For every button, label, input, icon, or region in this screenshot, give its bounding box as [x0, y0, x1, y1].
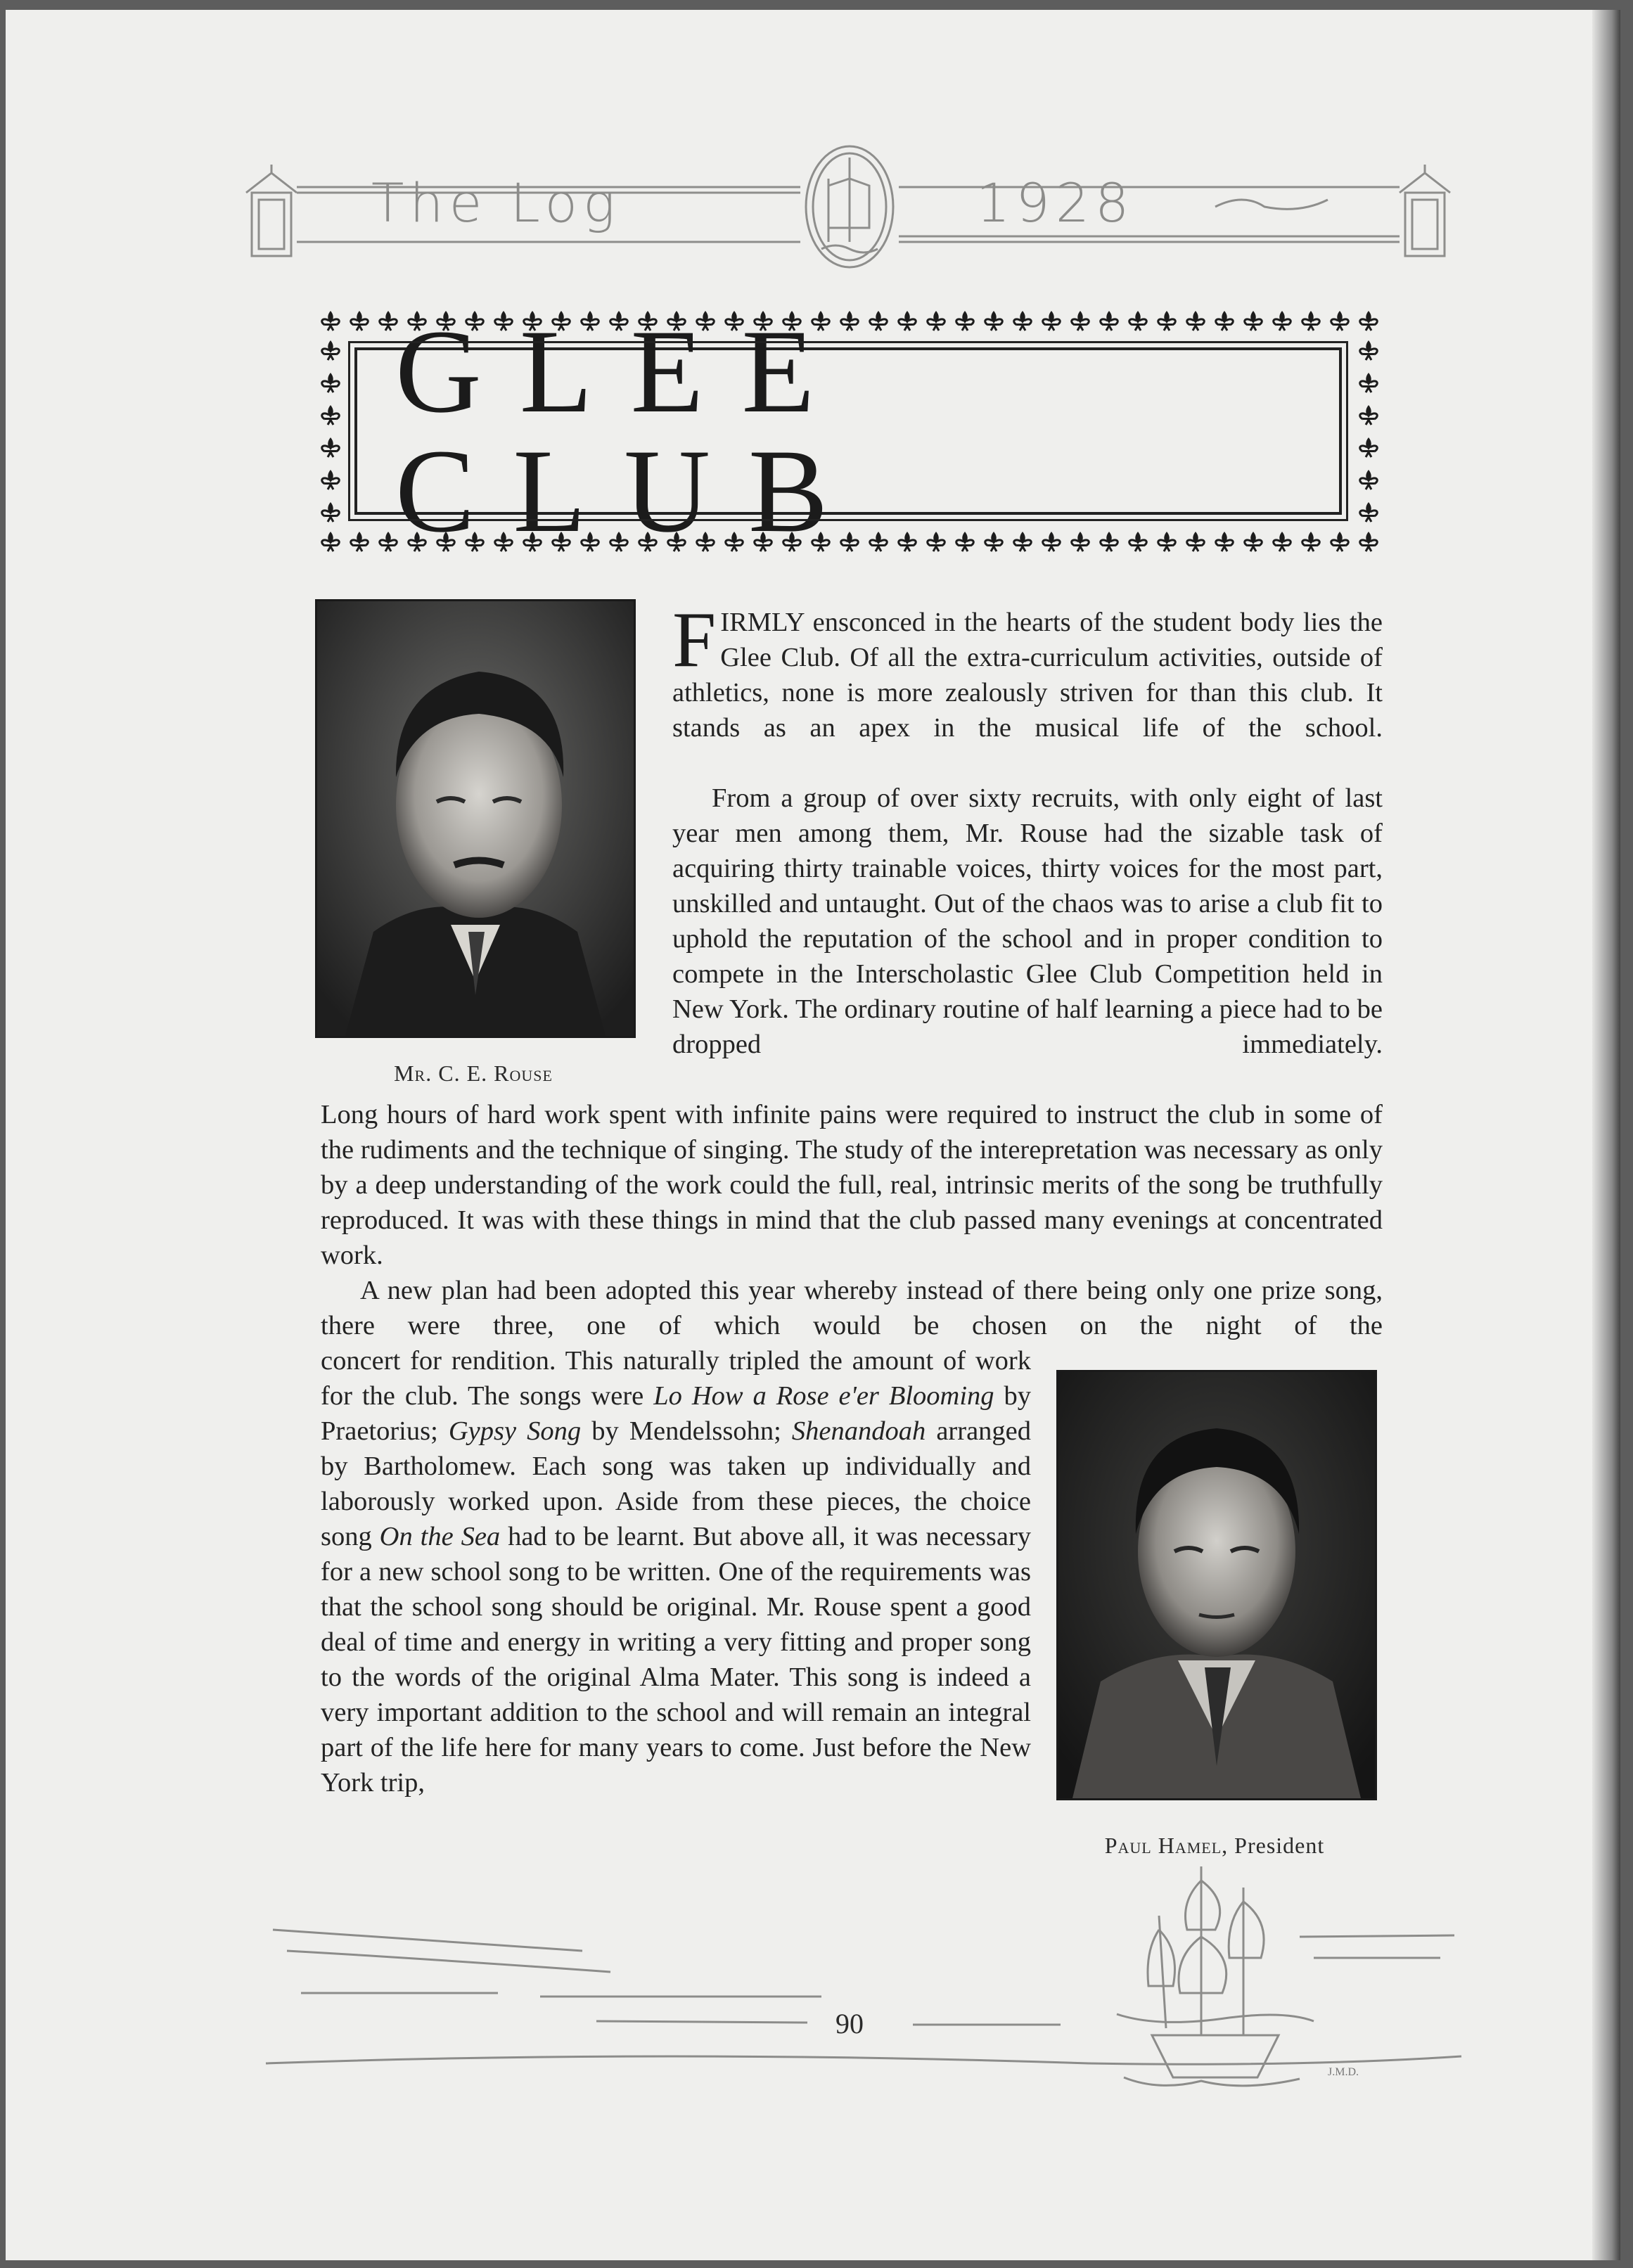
paragraph-3-text-d: arranged by Bartholomew. Each song was taken up individually and laborously worked upon. Aside from these pieces, the choice song: [321, 1416, 1031, 1551]
page-number: 90: [835, 2008, 864, 2039]
fleur-de-lis-icon: [1360, 311, 1378, 331]
fleur-de-lis-icon: [1360, 405, 1378, 425]
photo-caption-rouse: Mr. C. E. Rouse: [394, 1061, 553, 1086]
fleur-de-lis-icon: [322, 532, 340, 551]
title-frame: [315, 305, 1384, 558]
paragraph-3-start: A new plan had been adopted this year whereby instead of there being only one prize song, there were three, one of which would be chosen on the night of the: [321, 1276, 1383, 1340]
ship-footer-illustration: [245, 1852, 1482, 2106]
paragraph-2: From a group of over sixty recruits, with only eight of last year men among them, Mr. Rouse had the sizable task of acquiring thirty trainable voices, thirty voices for the most part, unskilled and untaught. Out of the chaos was to arise a club fit to uphold the reputation of the school and in proper condition to compete in the Interscholastic Glee Club Competition held in New York. The ordinary routine of half learning a piece had to be dropped immediately.: [672, 783, 1383, 1059]
drop-cap: F: [672, 596, 717, 684]
fleur-de-lis-icon: [1360, 340, 1378, 360]
fleur-de-lis-icon: [322, 373, 340, 392]
running-head: [231, 129, 1475, 277]
fleur-de-lis-icon: [322, 502, 340, 522]
artist-mark: J.M.D.: [1328, 2066, 1359, 2078]
portrait-photo-hamel: [1056, 1370, 1377, 1800]
fleur-de-lis-icon: [1360, 502, 1378, 522]
paragraph-3-text-c: by Mendelssohn;: [581, 1416, 792, 1446]
title-box: [354, 305, 1342, 557]
song-title-on-the-sea: On the Sea: [379, 1522, 501, 1551]
paragraph-3-text-a: concert for rendition. This naturally tripled the amount of work for the club. The songs were: [321, 1346, 1031, 1411]
paragraph-3-text-b: by Praetorius;: [321, 1381, 1032, 1446]
fleur-de-lis-icon: [322, 470, 340, 489]
scanned-page: [6, 10, 1620, 2260]
caption-role: President: [1234, 1833, 1325, 1858]
paragraph-1: [672, 596, 1383, 745]
fleur-de-lis-icon: [1360, 373, 1378, 392]
fleur-de-lis-icon: [322, 405, 340, 425]
fleur-de-lis-icon: [322, 311, 340, 331]
paragraph-3: [321, 1343, 1031, 1800]
portrait-photo-rouse: [315, 599, 636, 1038]
running-head-year: 1928: [976, 172, 1135, 234]
section-title: GLEE CLUB: [395, 305, 866, 557]
caption-name: Paul Hamel,: [1104, 1833, 1229, 1858]
fleur-de-lis-icon: [322, 437, 340, 457]
song-title-shenandoah: Shenandoah: [791, 1416, 926, 1446]
paragraph-3-text-e: had to be learnt. But above all, it was necessary for a new school song to be written. One of the requirements was that the school song should be original. Mr. Rouse spent a good deal of time and energy in writing a very fitting and proper song to the words of the original Alma Mater. This song is indeed a very important addition to the school and will remain an integral part of the life here for many years to come. Just before the New York trip,: [321, 1522, 1032, 1798]
fleur-de-lis-icon: [322, 340, 340, 360]
paragraph-2-continued: Long hours of hard work spent with infinite pains were required to instruct the club in some of the rudiments and the technique of singing. The study of the interepretation was necessary as only by a deep understanding of the work could the full, real, intrinsic merits of the song be truthfully reproduced. It was with these things in mind that the club passed many evenings at concentrated work.: [321, 1100, 1383, 1270]
fleur-de-lis-icon: [1360, 437, 1378, 457]
paragraph-1-text: IRMLY ensconced in the hearts of the student body lies the Glee Club. Of all the extra-curriculum activities, outside of athletics, none is more zealously striven for than this club. It stands as an apex in the musical life of the school.: [672, 608, 1383, 743]
running-head-title: The Log: [371, 172, 621, 234]
fleur-de-lis-icon: [1360, 532, 1378, 551]
song-title-gypsy-song: Gypsy Song: [448, 1416, 582, 1446]
book-binding-shadow: [1592, 10, 1620, 2260]
song-title-lo-how-a-rose: Lo How a Rose e'er Blooming: [653, 1381, 994, 1411]
fleur-de-lis-icon: [1360, 470, 1378, 489]
